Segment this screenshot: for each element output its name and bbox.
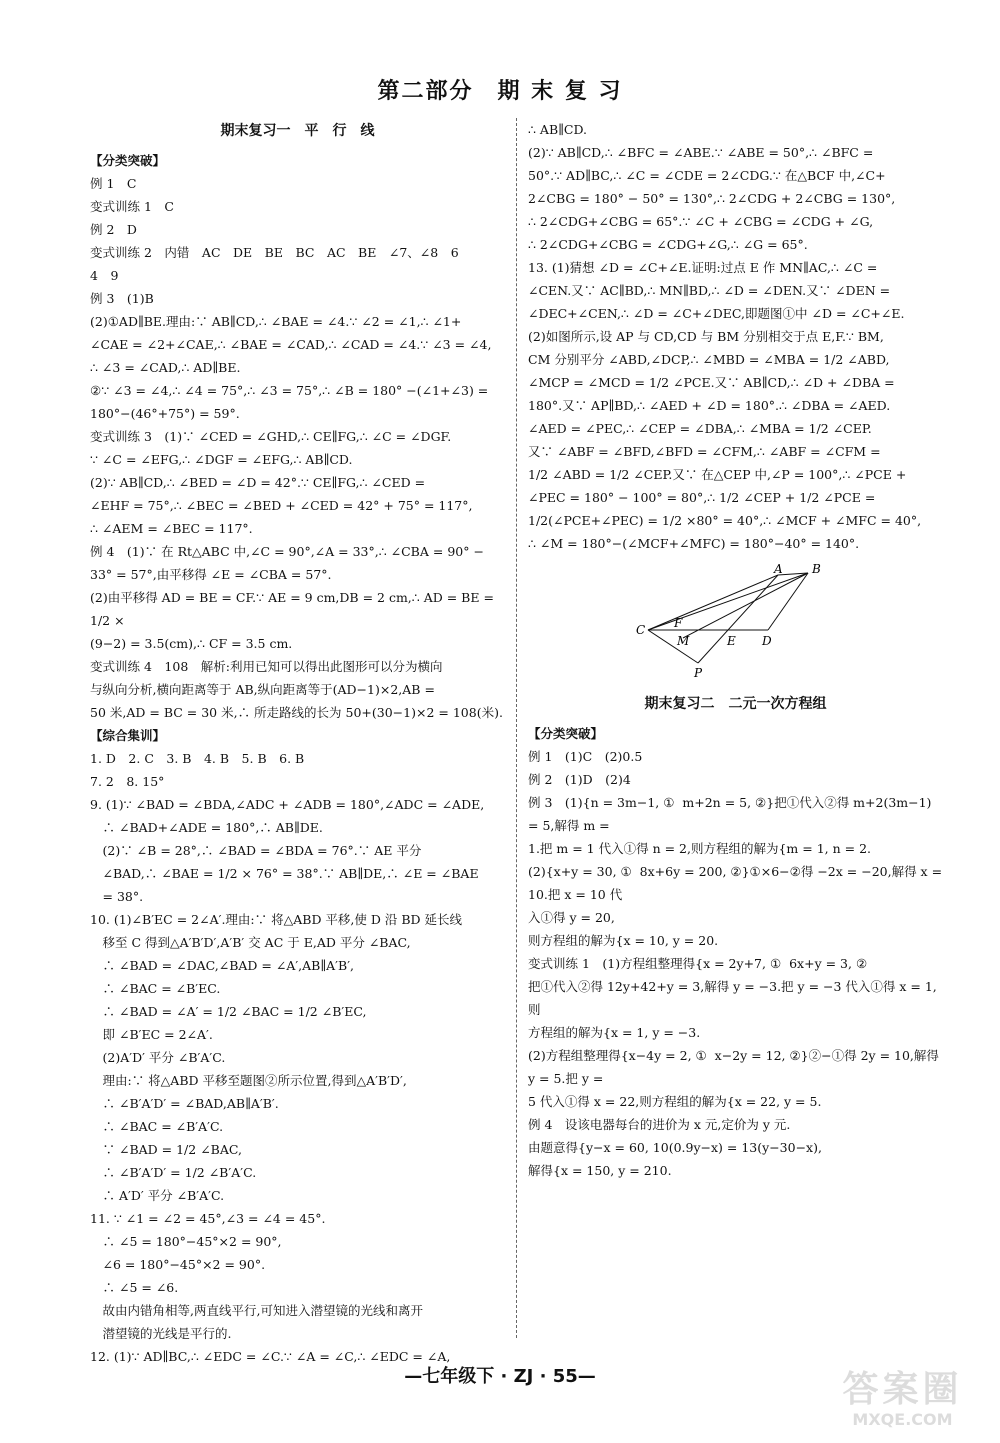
text-line: ∵ ∠C = ∠EFG,∴ ∠DGF = ∠EFG,∴ AB∥CD. xyxy=(90,452,353,467)
text-line: 11. ∵ ∠1 = ∠2 = 45°,∠3 = ∠4 = 45°. xyxy=(90,1211,326,1226)
text-line: (2)①AD∥BE.理由:∵ AB∥CD,∴ ∠BAE = ∠4.∵ ∠2 = ∠1,∴ ∠1+ xyxy=(90,314,462,329)
text-line: 方程组的解为{x = 1, y = −3. xyxy=(528,1025,701,1040)
section-title-review-2: 期末复习二 二元一次方程组 xyxy=(644,696,827,712)
text-line: 例 2 D xyxy=(90,222,137,237)
text-line: ∴ ∠BAD+∠ADE = 180°,∴ AB∥DE. xyxy=(90,820,323,835)
label-B: B xyxy=(812,563,821,576)
watermark-url: MXQE.COM xyxy=(852,1410,953,1429)
text-line: ∠AED = ∠PEC,∴ ∠CEP = ∠DBA,∴ ∠MBA = 1/2 ∠CEP. xyxy=(528,421,872,436)
text-line: (2)∵ AB∥CD,∴ ∠BED = ∠D = 42°.∵ CE∥FG,∴ ∠CED = xyxy=(90,475,426,490)
text-line: 4 9 xyxy=(90,268,119,283)
text-line: 入①得 y = 20, xyxy=(528,910,615,925)
text-line: (2)如图所示,设 AP 与 CD,CD 与 BM 分别相交于点 E,F.∵ BM, xyxy=(528,329,884,344)
right-text-block-a xyxy=(528,118,943,555)
label-P: P xyxy=(694,666,703,680)
text-line: 1.把 m = 1 代入①得 n = 2,则方程组的解为{m = 1, n = 2. xyxy=(528,841,871,856)
text-line: ∴ 2∠CDG+∠CBG = ∠CDG+∠G,∴ ∠G = 65°. xyxy=(528,237,808,252)
text-line: ∠DEC+∠CEN,∴ ∠D = ∠C+∠DEC,即题图①中 ∠D = ∠C+∠E. xyxy=(528,306,905,321)
text-line: 例 2 (1)D (2)4 xyxy=(528,772,631,787)
text-line: ∴ ∠5 = ∠6. xyxy=(90,1280,179,1295)
text-line: 【综合集训】 xyxy=(90,728,166,743)
text-line: 1/2 ∠ABD = 1/2 ∠CEP.又∵ 在△CEP 中,∠P = 100°,∴ ∠PCE + xyxy=(528,467,907,482)
text-line: 变式训练 2 内错 AC DE BE BC AC BE ∠7、∠8 6 xyxy=(90,245,459,260)
text-line: 理由:∵ 将△ABD 平移至题图②所示位置,得到△A′B′D′, xyxy=(90,1073,407,1088)
label-D: D xyxy=(762,634,772,648)
watermark-logo: 答案圈 xyxy=(842,1369,963,1410)
column-divider xyxy=(516,118,517,1338)
text-line: ∠BAD,∴ ∠BAE = 1/2 × 76° = 38°.∵ AB∥DE,∴ ∠E = ∠BAE xyxy=(90,866,479,881)
text-line: ∠6 = 180°−45°×2 = 90°. xyxy=(90,1257,266,1272)
text-line: ∴ ∠BAD = ∠A′ = 1/2 ∠BAC = 1/2 ∠B′EC, xyxy=(90,1004,367,1019)
text-line: ∴ ∠AEM = ∠BEC = 117°. xyxy=(90,521,253,536)
text-line: 例 1 (1)C (2)0.5 xyxy=(528,749,643,764)
text-line: ∴ ∠M = 180°−(∠MCF+∠MFC) = 180°−40° = 140°. xyxy=(528,536,860,551)
text-line: 例 4 (1)∵ 在 Rt△ABC 中,∠C = 90°,∠A = 33°,∴ ∠CBA = 90° − xyxy=(90,544,484,559)
text-line: 33° = 57°,由平移得 ∠E = ∠CBA = 57°. xyxy=(90,567,332,582)
text-line: 变式训练 4 108 解析:利用已知可以得出此图形可以分为横向 xyxy=(90,659,443,674)
text-line: 例 4 设该电器每台的进价为 x 元,定价为 y 元. xyxy=(528,1117,791,1132)
text-line: (2)A′D′ 平分 ∠B′A′C. xyxy=(90,1050,226,1065)
text-line: 潜望镜的光线是平行的. xyxy=(90,1326,232,1341)
text-line: ∴ ∠B′A′D′ = ∠BAD,AB∥A′B′. xyxy=(90,1096,279,1111)
section-title-review-1: 期末复习一 平 行 线 xyxy=(220,123,375,139)
text-line: 例 3 (1)B xyxy=(90,291,154,306)
text-line: 50°.∵ AD∥BC,∴ ∠C = ∠CDE = 2∠CDG.∵ 在△BCF 中,∠C+ xyxy=(528,168,886,183)
label-F: F xyxy=(674,616,683,630)
page-footer: —七年级下 · ZJ · 55— xyxy=(404,1366,596,1387)
text-line: 180°−(46°+75°) = 59°. xyxy=(90,406,240,421)
text-line: ∴ AB∥CD. xyxy=(528,122,588,137)
text-line: ∵ ∠BAD = 1/2 ∠BAC, xyxy=(90,1142,242,1157)
text-line: (2)∵ AB∥CD,∴ ∠BFC = ∠ABE.∵ ∠ABE = 50°,∴ ∠BFC = xyxy=(528,145,874,160)
text-line: 50 米,AD = BC = 30 米,∴ 所走路线的长为 50+(30−1)×2 = 108(米). xyxy=(90,705,503,720)
right-column xyxy=(528,118,947,1182)
text-line: 10. (1)∠B′EC = 2∠A′.理由:∵ 将△ABD 平移,使 D 沿 BD 延长线 xyxy=(90,912,463,927)
text-line: (9−2) = 3.5(cm),∴ CF = 3.5 cm. xyxy=(90,636,293,651)
text-line: 1/2(∠PCE+∠PEC) = 1/2 ×80° = 40°,∴ ∠MCF + ∠MFC = 40°, xyxy=(528,513,922,528)
text-line: ∠PEC = 180° − 100° = 80°,∴ 1/2 ∠CEP + 1/2 ∠PCE = xyxy=(528,490,876,505)
label-A: A xyxy=(774,563,783,576)
text-line: 由题意得{y−x = 60, 10(0.9y−x) = 13(y−30−x), xyxy=(528,1140,822,1155)
text-line: ∴ ∠BAC = ∠B′A′C. xyxy=(90,1119,224,1134)
watermark xyxy=(810,1370,995,1438)
text-line: (2){x+y = 30, ① 8x+6y = 200, ②}①×6−②得 −2x = −20,解得 x = 10.把 x = 10 代 xyxy=(528,864,947,902)
text-line: 故由内错角相等,两直线平行,可知进入潜望镜的光线和离开 xyxy=(90,1303,423,1318)
text-line: CM 分别平分 ∠ABD,∠DCP,∴ ∠MBD = ∠MBA = 1/2 ∠ABD, xyxy=(528,352,890,367)
text-line: 9. (1)∵ ∠BAD = ∠BDA,∠ADC + ∠ADB = 180°,∠ADC = ∠ADE, xyxy=(90,797,485,812)
text-line: 把①代入②得 12y+42+y = 3,解得 y = −3.把 y = −3 代入①得 x = 1,则 xyxy=(528,979,937,1017)
text-line: (2)由平移得 AD = BE = CF.∵ AE = 9 cm,DB = 2 cm,∴ AD = BE = 1/2 × xyxy=(90,590,498,628)
label-M: M xyxy=(677,634,690,648)
text-line: 即 ∠B′EC = 2∠A′. xyxy=(90,1027,213,1042)
text-line: 解得{x = 150, y = 210. xyxy=(528,1163,672,1178)
text-line: 13. (1)猜想 ∠D = ∠C+∠E.证明:过点 E 作 MN∥AC,∴ ∠C = xyxy=(528,260,878,275)
text-line: (2)∵ ∠B = 28°,∴ ∠BAD = ∠BDA = 76°.∵ AE 平分 xyxy=(90,843,422,858)
label-C: C xyxy=(636,623,646,637)
text-line: 5 代入①得 x = 22,则方程组的解为{x = 22, y = 5. xyxy=(528,1094,822,1109)
text-line: ∴ A′D′ 平分 ∠B′A′C. xyxy=(90,1188,225,1203)
text-line: ∴ ∠BAC = ∠B′EC. xyxy=(90,981,221,996)
right-text-block-b xyxy=(528,722,947,1182)
text-line: = 38°. xyxy=(90,889,144,904)
geometry-figure xyxy=(528,563,943,683)
text-line: ②∵ ∠3 = ∠4,∴ ∠4 = 75°,∴ ∠3 = 75°,∴ ∠B = 180° −(∠1+∠3) = xyxy=(90,383,489,398)
text-line: 变式训练 1 (1)方程组整理得{x = 2y+7, ① 6x+y = 3, ② xyxy=(528,956,868,971)
label-E: E xyxy=(727,634,736,648)
text-line: 例 3 (1){n = 3m−1, ① m+2n = 5, ②}把①代入②得 m+2(3m−1) = 5,解得 m = xyxy=(528,795,936,833)
text-line: ∴ 2∠CDG+∠CBG = 65°.∵ ∠C + ∠CBG = ∠CDG + ∠G, xyxy=(528,214,874,229)
text-line: 12. (1)∵ AD∥BC,∴ ∠EDC = ∠C.∵ ∠A = ∠C,∴ ∠EDC = ∠A, xyxy=(90,1349,451,1364)
text-line: 180°.又∵ AP∥BD,∴ ∠AED + ∠D = 180°.∴ ∠DBA = ∠AED. xyxy=(528,398,891,413)
text-line: 2∠CBG = 180° − 50° = 130°,∴ 2∠CDG + 2∠CBG = 130°, xyxy=(528,191,896,206)
text-line: ∠EHF = 75°,∴ ∠BEC = ∠BED + ∠CED = 42° + 75° = 117°, xyxy=(90,498,473,513)
text-line: ∴ ∠5 = 180°−45°×2 = 90°, xyxy=(90,1234,282,1249)
left-text-block xyxy=(90,149,505,1368)
geometry-figure-svg xyxy=(628,563,848,683)
left-column xyxy=(90,118,505,1368)
text-line: 7. 2 8. 15° xyxy=(90,774,165,789)
text-line: ∠MCP = ∠MCD = 1/2 ∠PCE.又∵ AB∥CD,∴ ∠D + ∠DBA = xyxy=(528,375,895,390)
text-line: ∴ ∠BAD = ∠DAC,∠BAD = ∠A′,AB∥A′B′, xyxy=(90,958,355,973)
text-line: ∠CAE = ∠2+∠CAE,∴ ∠BAE = ∠CAD,∴ ∠CAD = ∠4.∵ ∠3 = ∠4, xyxy=(90,337,492,352)
page-title: 第二部分 期 末 复 习 xyxy=(377,79,623,104)
text-line: 移至 C 得到△A′B′D′,A′B′ 交 AC 于 E,AD 平分 ∠BAC, xyxy=(90,935,411,950)
text-line: ∠CEN.又∵ AC∥BD,∴ MN∥BD,∴ ∠D = ∠DEN.又∵ ∠DEN = xyxy=(528,283,891,298)
text-line: 【分类突破】 xyxy=(528,726,604,741)
text-line: 【分类突破】 xyxy=(90,153,166,168)
text-line: 变式训练 3 (1)∵ ∠CED = ∠GHD,∴ CE∥FG,∴ ∠C = ∠DGF. xyxy=(90,429,452,444)
text-line: 1. D 2. C 3. B 4. B 5. B 6. B xyxy=(90,751,305,766)
text-line: 又∵ ∠ABF = ∠BFD,∠BFD = ∠CFM,∴ ∠ABF = ∠CFM = xyxy=(528,444,881,459)
text-line: ∴ ∠B′A′D′ = 1/2 ∠B′A′C. xyxy=(90,1165,257,1180)
text-line: 例 1 C xyxy=(90,176,137,191)
text-line: ∴ ∠3 = ∠CAD,∴ AD∥BE. xyxy=(90,360,241,375)
text-line: (2)方程组整理得{x−4y = 2, ① x−2y = 12, ②}②−①得 2y = 10,解得 y = 5.把 y = xyxy=(528,1048,943,1086)
text-line: 则方程组的解为{x = 10, y = 20. xyxy=(528,933,719,948)
text-line: 与纵向分析,横向距离等于 AB,纵向距离等于(AD−1)×2,AB = xyxy=(90,682,435,697)
text-line: 变式训练 1 C xyxy=(90,199,174,214)
